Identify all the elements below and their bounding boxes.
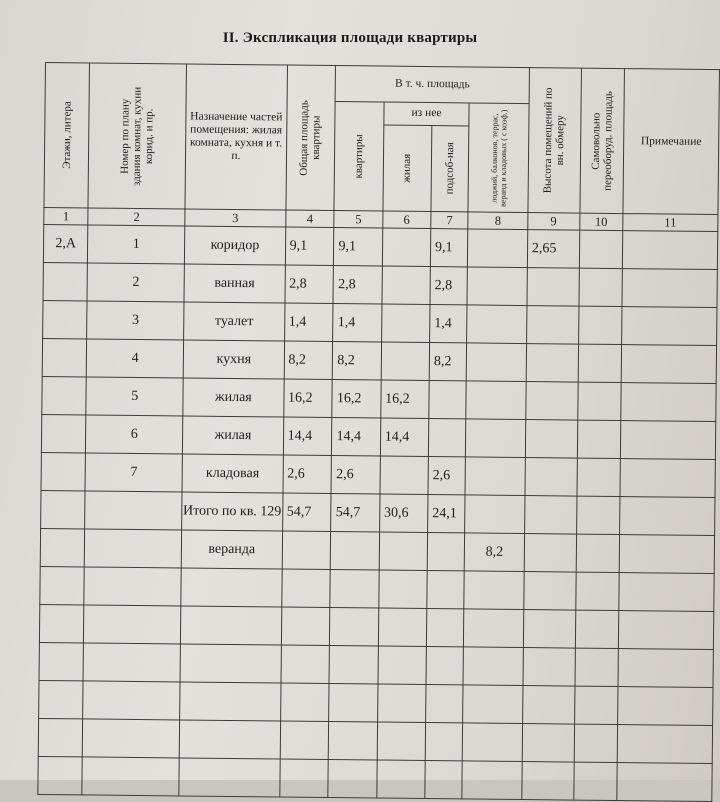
cell-room-name (180, 682, 281, 721)
column-number: 7 (431, 212, 468, 229)
header-of-which: из нее (384, 102, 470, 126)
cell-total-area: 54,7 (282, 493, 331, 532)
cell-loggia-area (462, 761, 522, 800)
header-room-number: Номер по плану здания комнат, кухни корид. и пр. (88, 63, 187, 209)
cell-living-area (378, 608, 427, 647)
cell-floor (38, 718, 83, 756)
cell-note (618, 649, 713, 688)
column-number: 10 (579, 213, 623, 230)
cell-living-area (381, 304, 430, 343)
cell-auxiliary-area (428, 419, 466, 457)
column-number: 4 (285, 210, 334, 228)
cell-apartment-area (329, 684, 378, 723)
cell-loggia-area (468, 229, 528, 268)
cell-apartment-area: 9,1 (334, 228, 383, 267)
cell-floor (39, 680, 84, 718)
cell-room-name: туалет (184, 302, 285, 341)
cell-floor (41, 452, 86, 490)
cell-apartment-area (329, 646, 378, 685)
header-including: В т. ч. площадь (336, 66, 530, 104)
cell-room-name (180, 644, 281, 683)
cell-floor (39, 642, 84, 680)
cell-total-area: 8,2 (284, 341, 333, 380)
cell-living-area: 16,2 (381, 380, 430, 419)
column-number: 2 (88, 208, 185, 226)
cell-total-area: 14,4 (283, 417, 332, 456)
cell-height (526, 344, 578, 383)
cell-room-name (179, 758, 280, 797)
cell-apartment-area (328, 760, 377, 799)
cell-total-area (281, 569, 330, 608)
cell-room-number: 3 (87, 301, 184, 340)
cell-apartment-area (329, 722, 378, 761)
cell-height (523, 648, 575, 687)
cell-unauthorized-area (578, 306, 622, 344)
cell-unauthorized-area (577, 458, 621, 496)
cell-room-name (179, 720, 280, 759)
cell-loggia-area (465, 457, 525, 496)
cell-loggia-area (466, 419, 526, 458)
cell-note (617, 725, 712, 764)
cell-auxiliary-area (426, 647, 464, 685)
cell-note (619, 573, 714, 612)
header-note: Примечание (623, 69, 720, 215)
cell-room-number: 6 (86, 415, 183, 454)
cell-room-number (83, 643, 180, 682)
cell-height (526, 382, 578, 421)
cell-living-area (379, 532, 428, 571)
cell-note (621, 383, 716, 422)
cell-auxiliary-area (426, 609, 464, 647)
column-number: 11 (623, 214, 718, 232)
cell-unauthorized-area (579, 230, 623, 268)
cell-loggia-area (462, 723, 522, 762)
cell-note (620, 497, 715, 536)
column-number: 6 (382, 211, 430, 229)
cell-apartment-area: 54,7 (331, 494, 380, 533)
cell-room-number (84, 605, 181, 644)
cell-living-area (377, 760, 426, 799)
column-number: 5 (334, 211, 382, 229)
header-auxiliary: подсоб-ная (431, 125, 469, 212)
cell-floor (40, 566, 85, 604)
cell-living-area (381, 342, 430, 381)
cell-room-name: жилая (183, 416, 284, 455)
cell-unauthorized-area (577, 382, 621, 420)
cell-unauthorized-area (578, 344, 622, 382)
cell-unauthorized-area (576, 534, 620, 572)
cell-unauthorized-area (573, 762, 617, 800)
cell-note (620, 421, 715, 460)
column-number: 9 (528, 213, 580, 231)
cell-note (622, 231, 717, 270)
cell-unauthorized-area (574, 686, 618, 724)
cell-auxiliary-area (427, 533, 465, 571)
cell-floor: 2,А (43, 224, 88, 262)
cell-total-area: 2,6 (283, 455, 332, 494)
cell-floor (38, 756, 83, 794)
cell-loggia-area (464, 571, 524, 610)
cell-auxiliary-area: 1,4 (430, 305, 468, 343)
cell-note (622, 269, 717, 308)
cell-total-area (280, 683, 329, 722)
cell-height: 2,65 (527, 230, 579, 269)
table-row (38, 756, 712, 801)
cell-loggia-area (467, 267, 527, 306)
cell-total-area: 1,4 (284, 303, 333, 342)
cell-room-name (181, 606, 282, 645)
cell-loggia-area (464, 609, 524, 648)
cell-unauthorized-area (577, 420, 621, 458)
cell-room-number: 2 (87, 263, 184, 302)
cell-auxiliary-area (426, 685, 464, 723)
cell-total-area (281, 607, 330, 646)
cell-height (527, 268, 579, 307)
header-purpose: Назначение частей помещения: жилая комната, кухня и т. п. (185, 64, 287, 210)
cell-total-area (282, 531, 331, 570)
cell-room-number (83, 681, 180, 720)
cell-room-name: кладовая (182, 454, 283, 493)
cell-note (622, 307, 717, 346)
cell-living-area: 14,4 (380, 418, 429, 457)
cell-floor (41, 414, 86, 452)
cell-apartment-area: 8,2 (333, 342, 382, 381)
cell-floor (40, 528, 85, 566)
cell-height (522, 686, 574, 725)
column-number: 8 (468, 212, 528, 230)
cell-loggia-area: 8,2 (464, 533, 524, 572)
cell-living-area (380, 456, 429, 495)
cell-room-number (84, 529, 181, 568)
cell-total-area (280, 721, 329, 760)
cell-room-name: жилая (183, 378, 284, 417)
cell-total-area: 16,2 (283, 379, 332, 418)
cell-loggia-area (465, 495, 525, 534)
cell-room-number: 4 (86, 339, 183, 378)
cell-living-area (382, 266, 431, 305)
cell-room-name (181, 568, 282, 607)
cell-apartment-area: 16,2 (332, 380, 381, 419)
cell-unauthorized-area (575, 572, 619, 610)
cell-floor (42, 338, 87, 376)
cell-auxiliary-area: 8,2 (429, 343, 467, 381)
cell-room-number (84, 567, 181, 606)
cell-total-area (279, 759, 328, 798)
cell-floor (43, 262, 88, 300)
cell-loggia-area (467, 305, 527, 344)
cell-apartment-area: 14,4 (332, 418, 381, 457)
cell-auxiliary-area: 2,8 (430, 267, 468, 305)
cell-height (522, 724, 574, 763)
cell-floor (39, 604, 84, 642)
cell-unauthorized-area (575, 648, 619, 686)
cell-total-area: 2,8 (285, 265, 334, 304)
document-title: II. Экспликация площади квартиры (222, 30, 478, 46)
header-living: жилая (383, 125, 432, 212)
cell-note (617, 763, 712, 802)
header-loggias: лоджий, балконов, террас, веранд и кладовых ( с коэф.) (468, 103, 529, 213)
header-total-area: Общая площадь квартиры (285, 65, 335, 211)
cell-living-area (377, 684, 426, 723)
explication-table (37, 62, 720, 802)
cell-room-number: 7 (85, 453, 182, 492)
cell-height (524, 534, 576, 573)
cell-apartment-area (330, 570, 379, 609)
cell-room-name: Итого по кв. 129 (182, 492, 283, 531)
cell-note (620, 459, 715, 498)
cell-unauthorized-area (576, 496, 620, 534)
cell-apartment-area: 1,4 (333, 304, 382, 343)
cell-auxiliary-area (425, 723, 463, 761)
cell-living-area: 30,6 (379, 494, 428, 533)
cell-loggia-area (466, 343, 526, 382)
cell-height (522, 762, 574, 801)
cell-auxiliary-area (427, 571, 465, 609)
cell-auxiliary-area: 9,1 (430, 229, 468, 267)
cell-unauthorized-area (575, 610, 619, 648)
cell-unauthorized-area (574, 724, 618, 762)
cell-note (619, 535, 714, 574)
cell-note (621, 345, 716, 384)
cell-height (523, 610, 575, 649)
cell-room-number: 5 (86, 377, 183, 416)
cell-unauthorized-area (579, 268, 623, 306)
column-number: 3 (185, 209, 285, 227)
cell-living-area (378, 646, 427, 685)
cell-floor (42, 376, 87, 414)
cell-room-name: ванная (184, 264, 285, 303)
cell-apartment-area: 2,6 (331, 456, 380, 495)
header-floor: Этажи, литера (44, 63, 90, 208)
header-apartment: квартиры (334, 102, 383, 211)
cell-auxiliary-area: 24,1 (428, 495, 466, 533)
cell-room-name: кухня (183, 340, 284, 379)
header-height: Высота помещений по вн. обмеру (528, 68, 581, 214)
cell-total-area: 9,1 (285, 227, 334, 266)
cell-room-number: 1 (88, 225, 185, 264)
cell-floor (43, 300, 88, 338)
cell-height (524, 572, 576, 611)
cell-floor (41, 490, 86, 528)
cell-height (526, 306, 578, 345)
cell-auxiliary-area: 2,6 (428, 457, 466, 495)
cell-living-area (379, 570, 428, 609)
cell-apartment-area (330, 608, 379, 647)
column-number: 1 (44, 207, 88, 224)
cell-room-name: веранда (181, 530, 282, 569)
cell-auxiliary-area (429, 381, 467, 419)
cell-loggia-area (463, 685, 523, 724)
cell-total-area (281, 645, 330, 684)
cell-living-area (377, 722, 426, 761)
cell-note (618, 611, 713, 650)
cell-height (525, 420, 577, 459)
cell-room-number (85, 491, 182, 530)
cell-living-area (382, 228, 431, 267)
cell-loggia-area (466, 381, 526, 420)
header-unauthorized: Самовольно переоборуд. площадь (580, 68, 625, 213)
cell-room-number (82, 719, 179, 758)
cell-loggia-area (463, 647, 523, 686)
cell-height (525, 458, 577, 497)
cell-note (618, 687, 713, 726)
cell-apartment-area: 2,8 (333, 266, 382, 305)
cell-room-number (82, 757, 179, 796)
cell-apartment-area (331, 532, 380, 571)
cell-room-name: коридор (185, 226, 286, 265)
cell-height (524, 496, 576, 535)
